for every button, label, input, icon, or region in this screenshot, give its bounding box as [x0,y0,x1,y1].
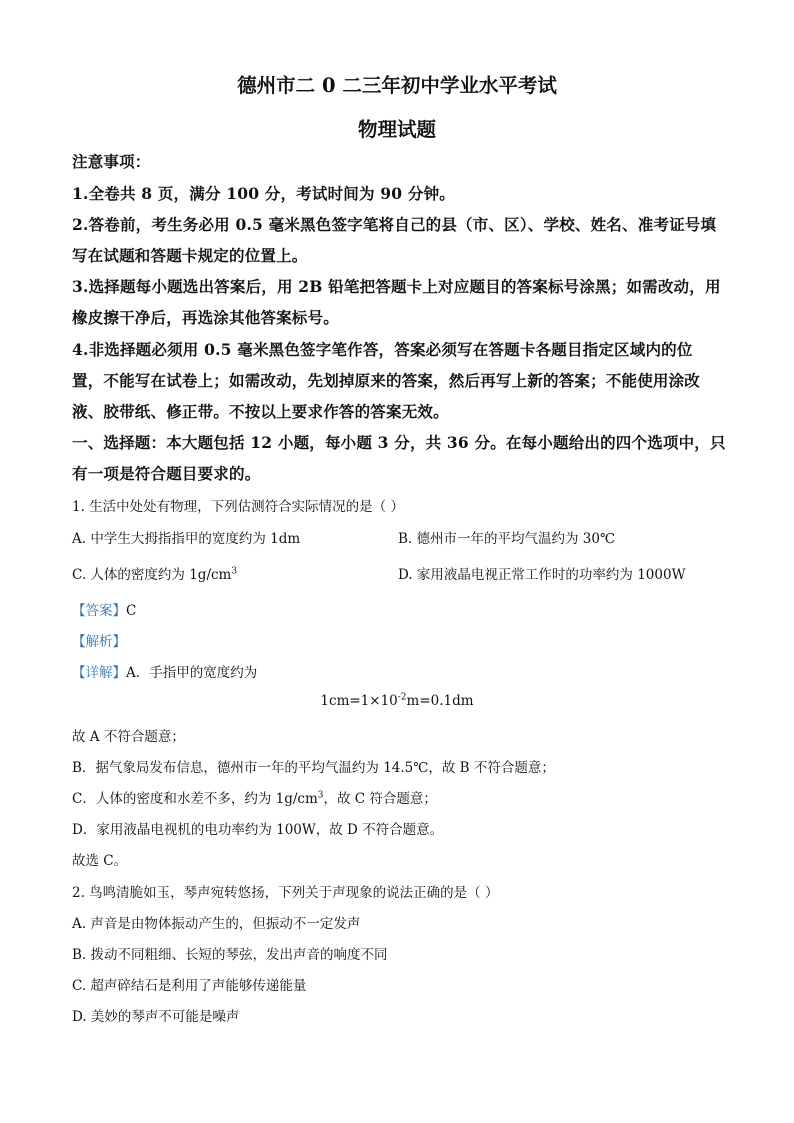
note-item-3-line-2: 橡皮擦干净后，再选涂其他答案标号。 [72,308,339,327]
formula-prefix: 1cm=1×10 [320,693,398,709]
option-c-text: C. 人体的密度约为 1g/cm [72,567,232,583]
question-2-option-a: A. 声音是由物体振动产生的，但振动不一定发声 [72,916,361,932]
note-item-4-line-1: 4.非选择题必须用 0.5 毫米黑色签字笔作答，答案必须写在答题卡各题目指定区域内的位 [72,340,693,359]
note-item-2-line-2: 写在试题和答题卡规定的位置上。 [72,246,308,265]
note-item-4-line-2: 置，不能写在试卷上；如需改动，先划掉原来的答案，然后再写上新的答案；不能使用涂改 [72,371,701,390]
note-item-3-line-1: 3.选择题每小题选出答案后，用 2B 铅笔把答题卡上对应题目的答案标号涂黑；如需改动，用 [72,277,721,296]
exam-title: 德州市二 0 二三年初中学业水平考试 [237,74,557,97]
question-1-option-a: A. 中学生大拇指指甲的宽度约为 1dm [72,531,301,547]
section-heading-line-2: 有一项是符合题目要求的。 [72,464,261,483]
formula-exponent: -2 [397,692,407,703]
detail-tag: 【详解】 [72,665,126,681]
answer-tag: 【答案】 [72,603,126,619]
question-2-option-b: B. 拨动不同粗细、长短的琴弦，发出声音的响度不同 [72,947,388,963]
analysis-conclusion: 故选 C。 [72,853,128,869]
analysis-c-prefix: C．人体的密度和水差不多，约为 1g/cm [72,791,318,807]
analysis-tag: 【解析】 [72,634,126,650]
question-1-stem: 1. 生活中处处有物理，下列估测符合实际情况的是（ ） [72,499,404,515]
analysis-a-line: 故 A 不符合题意； [72,729,185,745]
answer-value: C [126,603,137,619]
option-c-superscript: 3 [231,566,238,577]
analysis-c-line [72,787,722,807]
question-2-option-c: C. 超声碎结石是利用了声能够传递能量 [72,978,307,994]
detail-line [72,661,722,681]
analysis-b-line: B．据气象局发布信息，德州市一年的平均气温约为 14.5℃，故 B 不符合题意； [72,760,555,776]
question-2-option-d: D. 美妙的琴声不可能是噪声 [72,1009,240,1025]
question-1-option-b: B. 德州市一年的平均气温约为 30℃ [398,531,616,547]
analysis-c-superscript: 3 [317,790,324,801]
detail-a-text: A．手指甲的宽度约为 [126,665,258,681]
answer-line [72,599,722,619]
question-1-option-d: D. 家用液晶电视正常工作时的功率约为 1000W [398,567,686,583]
exam-subtitle: 物理试题 [357,118,436,141]
analysis-c-suffix: ，故 C 符合题意； [323,791,437,807]
notes-heading: 注意事项： [72,152,151,171]
note-item-2-line-1: 2.答卷前，考生务必用 0.5 毫米黑色签字笔将自己的县（市、区）、学校、姓名、准考证号填 [72,215,717,234]
note-item-1: 1.全卷共 8 页，满分 100 分，考试时间为 90 分钟。 [72,184,455,203]
analysis-line [72,630,722,650]
note-item-4-line-3: 液、胶带纸、修正带。不按以上要求作答的答案无效。 [72,402,449,421]
analysis-d-line: D．家用液晶电视机的电功率约为 100W，故 D 不符合题意。 [72,822,444,838]
section-heading-line-1: 一、选择题：本大题包括 12 小题，每小题 3 分，共 36 分。在每小题给出的四个选项中，只 [72,433,726,452]
formula-line [0,693,794,709]
formula-suffix: m=0.1dm [406,693,474,709]
question-2-stem: 2. 鸟鸣清脆如玉，琴声宛转悠扬，下列关于声现象的说法正确的是（ ） [72,885,499,901]
